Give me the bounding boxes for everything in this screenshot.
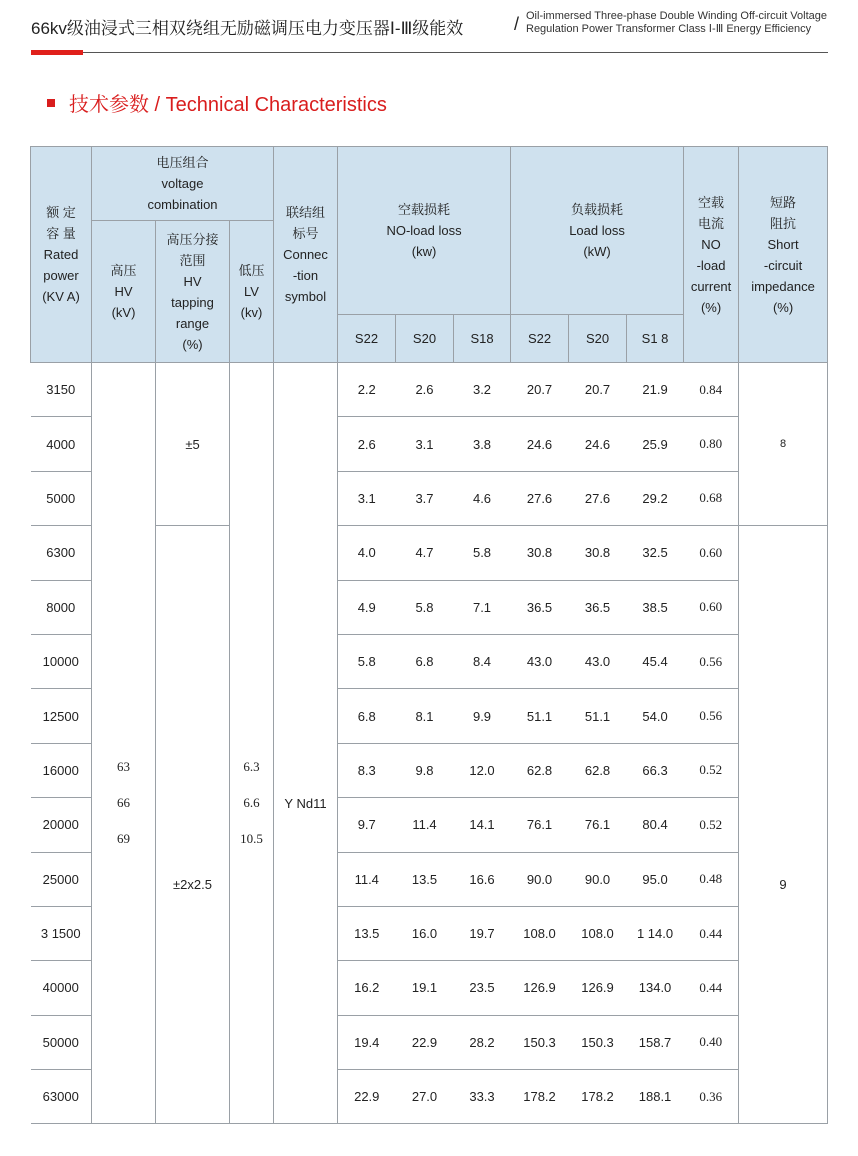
header-line: (KV A): [42, 289, 80, 304]
load-loss-cell: 62.8: [511, 743, 569, 797]
header-line: Rated: [43, 247, 79, 262]
load-loss-cell: 20.7: [511, 363, 569, 417]
header-line: 联结组: [285, 205, 325, 220]
noload-loss-cell: 4.9: [338, 580, 396, 634]
header-line: HV: [183, 273, 202, 289]
header-tapping: [156, 221, 230, 363]
load-loss-cell: 54.0: [627, 689, 684, 743]
noload-loss-cell: 22.9: [396, 1015, 454, 1069]
impedance-cell: 8: [739, 363, 828, 526]
header-line: current: [690, 278, 732, 294]
rated-capacity-cell: 25000: [31, 852, 92, 906]
header-line: symbol: [284, 289, 327, 304]
load-loss-cell: 25.9: [627, 417, 684, 471]
load-loss-cell: 32.5: [627, 526, 684, 580]
header-line: 容 量: [46, 226, 76, 241]
page-header: [31, 8, 828, 53]
load-loss-cell: 126.9: [511, 961, 569, 1015]
load-loss-cell: 108.0: [569, 906, 627, 960]
rated-capacity-cell: 50000: [31, 1015, 92, 1069]
header-line: (%): [182, 336, 203, 352]
load-loss-cell: 43.0: [569, 634, 627, 688]
load-loss-cell: 36.5: [569, 580, 627, 634]
noload-current-cell: 0.52: [684, 743, 739, 797]
load-loss-cell: 43.0: [511, 634, 569, 688]
noload-loss-cell: 4.7: [396, 526, 454, 580]
merged-value: 69: [117, 831, 130, 847]
header-line: 高压分接: [166, 231, 219, 247]
rated-capacity-cell: 63000: [31, 1070, 92, 1124]
lv-values-cell: [230, 363, 274, 1124]
merged-value: 6.6: [243, 795, 260, 811]
noload-loss-cell: 6.8: [338, 689, 396, 743]
load-loss-cell: 150.3: [511, 1015, 569, 1069]
noload-loss-cell: 5.8: [454, 526, 511, 580]
noload-loss-cell: 8.4: [454, 634, 511, 688]
header-line: (kV): [111, 305, 136, 320]
noload-loss-cell: 3.1: [338, 471, 396, 525]
header-line: 高压: [110, 263, 137, 278]
header-accent-bar: [31, 50, 83, 55]
rated-capacity-cell: 8000: [31, 580, 92, 634]
noload-current-cell: 0.68: [684, 471, 739, 525]
noload-loss-cell: 3.8: [454, 417, 511, 471]
merged-value: 66: [117, 795, 130, 811]
load-loss-cell: 24.6: [511, 417, 569, 471]
table-row: [31, 363, 828, 417]
header-line: (kw): [411, 244, 437, 259]
noload-loss-cell: 19.4: [338, 1015, 396, 1069]
header-line: combination: [147, 197, 218, 212]
load-loss-cell: 134.0: [627, 961, 684, 1015]
noload-loss-cell: 14.1: [454, 798, 511, 852]
header-slash: /: [514, 14, 520, 34]
load-loss-cell: 1 14.0: [627, 906, 684, 960]
header-line: -circuit: [763, 257, 803, 273]
load-loss-cell: 36.5: [511, 580, 569, 634]
header-line: NO: [701, 236, 721, 252]
noload-current-cell: 0.60: [684, 526, 739, 580]
header-line: range: [175, 315, 210, 331]
noload-loss-cell: 9.8: [396, 743, 454, 797]
header-line: NO-load loss: [386, 223, 462, 238]
rated-capacity-cell: 3 1500: [31, 906, 92, 960]
impedance-cell: 9: [739, 526, 828, 1124]
header-line: 空载损耗: [398, 202, 451, 217]
header-line: Short: [767, 236, 799, 252]
header-rated-power: [31, 147, 92, 363]
rated-capacity-cell: 12500: [31, 689, 92, 743]
header-line: 空载: [698, 194, 725, 210]
tapping-range-cell: ±5: [156, 363, 230, 526]
load-loss-cell: 21.9: [627, 363, 684, 417]
header-line: 阻抗: [770, 215, 797, 231]
noload-loss-cell: 5.8: [396, 580, 454, 634]
rated-capacity-cell: 16000: [31, 743, 92, 797]
load-loss-cell: 95.0: [627, 852, 684, 906]
noload-current-cell: 0.36: [684, 1070, 739, 1124]
noload-loss-cell: 11.4: [396, 798, 454, 852]
rated-capacity-cell: 20000: [31, 798, 92, 852]
header-noload-loss: [338, 147, 511, 315]
header-voltage-combination: [92, 147, 274, 221]
header-line: tapping: [171, 294, 214, 310]
noload-current-cell: 0.48: [684, 852, 739, 906]
rated-capacity-cell: 6300: [31, 526, 92, 580]
noload-loss-cell: 3.7: [396, 471, 454, 525]
noload-loss-cell: 27.0: [396, 1070, 454, 1124]
header-noload-current: [684, 147, 739, 363]
header-line: impedance: [751, 278, 815, 294]
noload-loss-cell: 9.9: [454, 689, 511, 743]
technical-characteristics-table: [30, 146, 828, 1124]
header-line: LV: [244, 284, 259, 299]
noload-current-cell: 0.52: [684, 798, 739, 852]
noload-loss-cell: 16.6: [454, 852, 511, 906]
header-line: (%): [700, 299, 722, 315]
rated-capacity-cell: 40000: [31, 961, 92, 1015]
header-line: Connec: [283, 247, 328, 262]
header-line: (kv): [240, 305, 263, 320]
load-loss-cell: 178.2: [511, 1070, 569, 1124]
subheader-load-2: S1 8: [627, 315, 684, 363]
header-hv: [92, 221, 156, 363]
header-title-en: [526, 10, 827, 36]
load-loss-cell: 90.0: [569, 852, 627, 906]
header-lv: [230, 221, 274, 363]
load-loss-cell: 51.1: [569, 689, 627, 743]
noload-loss-cell: 19.1: [396, 961, 454, 1015]
noload-current-cell: 0.40: [684, 1015, 739, 1069]
noload-loss-cell: 28.2: [454, 1015, 511, 1069]
noload-loss-cell: 16.0: [396, 906, 454, 960]
noload-loss-cell: 23.5: [454, 961, 511, 1015]
merged-value: 6.3: [243, 759, 260, 775]
load-loss-cell: 188.1: [627, 1070, 684, 1124]
noload-loss-cell: 2.2: [338, 363, 396, 417]
header-line: 标号: [292, 226, 319, 241]
header-connection-symbol: [274, 147, 338, 363]
header-line: 电流: [698, 215, 725, 231]
noload-loss-cell: 8.3: [338, 743, 396, 797]
noload-loss-cell: 3.2: [454, 363, 511, 417]
noload-loss-cell: 7.1: [454, 580, 511, 634]
header-line: voltage: [161, 176, 204, 191]
noload-current-cell: 0.84: [684, 363, 739, 417]
header-line: (%): [772, 299, 794, 315]
load-loss-cell: 29.2: [627, 471, 684, 525]
load-loss-cell: 51.1: [511, 689, 569, 743]
noload-current-cell: 0.44: [684, 961, 739, 1015]
header-line: 电压组合: [156, 155, 209, 170]
header-line: 负载损耗: [571, 202, 624, 217]
header-line: HV: [114, 284, 133, 299]
tapping-range-cell: ±2x2.5: [156, 526, 230, 1124]
load-loss-cell: 38.5: [627, 580, 684, 634]
subheader-noload-2: S18: [454, 315, 511, 363]
load-loss-cell: 126.9: [569, 961, 627, 1015]
merged-value: 63: [117, 759, 130, 775]
load-loss-cell: 27.6: [569, 471, 627, 525]
rated-capacity-cell: 5000: [31, 471, 92, 525]
header-title-cn: 66kv级油浸式三相双绕组无励磁调压电力变压器Ⅰ-Ⅲ级能效: [31, 19, 464, 38]
noload-loss-cell: 8.1: [396, 689, 454, 743]
load-loss-cell: 80.4: [627, 798, 684, 852]
load-loss-cell: 45.4: [627, 634, 684, 688]
noload-loss-cell: 12.0: [454, 743, 511, 797]
section-title: 技术参数 / Technical Characteristics: [69, 94, 387, 116]
noload-loss-cell: 3.1: [396, 417, 454, 471]
load-loss-cell: 76.1: [511, 798, 569, 852]
load-loss-cell: 30.8: [511, 526, 569, 580]
header-line: 范围: [179, 252, 206, 268]
section-heading: [47, 88, 387, 117]
rated-capacity-cell: 4000: [31, 417, 92, 471]
noload-loss-cell: 2.6: [396, 363, 454, 417]
header-line: Load loss: [569, 223, 625, 238]
noload-loss-cell: 9.7: [338, 798, 396, 852]
noload-loss-cell: 19.7: [454, 906, 511, 960]
load-loss-cell: 178.2: [569, 1070, 627, 1124]
hv-values-cell: [92, 363, 156, 1124]
header-line: 额 定: [46, 205, 76, 220]
rated-capacity-cell: 3150: [31, 363, 92, 417]
load-loss-cell: 158.7: [627, 1015, 684, 1069]
subheader-load-0: S22: [511, 315, 569, 363]
load-loss-cell: 66.3: [627, 743, 684, 797]
header-load-loss: [511, 147, 684, 315]
load-loss-cell: 62.8: [569, 743, 627, 797]
load-loss-cell: 90.0: [511, 852, 569, 906]
load-loss-cell: 30.8: [569, 526, 627, 580]
noload-loss-cell: 11.4: [338, 852, 396, 906]
header-line: -load: [696, 257, 726, 273]
noload-loss-cell: 33.3: [454, 1070, 511, 1124]
noload-loss-cell: 13.5: [338, 906, 396, 960]
load-loss-cell: 108.0: [511, 906, 569, 960]
subheader-load-1: S20: [569, 315, 627, 363]
header-line: (kW): [583, 244, 611, 259]
noload-current-cell: 0.56: [684, 689, 739, 743]
subheader-noload-1: S20: [396, 315, 454, 363]
noload-current-cell: 0.56: [684, 634, 739, 688]
noload-current-cell: 0.44: [684, 906, 739, 960]
noload-loss-cell: 2.6: [338, 417, 396, 471]
noload-loss-cell: 5.8: [338, 634, 396, 688]
load-loss-cell: 20.7: [569, 363, 627, 417]
rated-capacity-cell: 10000: [31, 634, 92, 688]
header-line: 低压: [238, 263, 265, 278]
header-title-en-line1: Oil-immersed Three-phase Double Winding Off-circuit Voltage: [526, 10, 828, 22]
square-bullet-icon: [47, 99, 55, 107]
load-loss-cell: 27.6: [511, 471, 569, 525]
header-line: 短路: [770, 194, 797, 210]
merged-value: 10.5: [240, 831, 263, 847]
connection-symbol-cell: Y Nd11: [274, 363, 338, 1124]
header-line: power: [43, 268, 79, 283]
header-impedance: [739, 147, 828, 363]
load-loss-cell: 24.6: [569, 417, 627, 471]
noload-current-cell: 0.60: [684, 580, 739, 634]
noload-loss-cell: 4.6: [454, 471, 511, 525]
load-loss-cell: 150.3: [569, 1015, 627, 1069]
noload-loss-cell: 16.2: [338, 961, 396, 1015]
noload-loss-cell: 13.5: [396, 852, 454, 906]
noload-loss-cell: 6.8: [396, 634, 454, 688]
load-loss-cell: 76.1: [569, 798, 627, 852]
noload-current-cell: 0.80: [684, 417, 739, 471]
header-title-en-line2: Regulation Power Transformer Class Ⅰ-Ⅲ Energy Efficiency: [526, 23, 812, 35]
noload-loss-cell: 4.0: [338, 526, 396, 580]
noload-loss-cell: 22.9: [338, 1070, 396, 1124]
subheader-noload-0: S22: [338, 315, 396, 363]
header-line: -tion: [292, 268, 319, 283]
